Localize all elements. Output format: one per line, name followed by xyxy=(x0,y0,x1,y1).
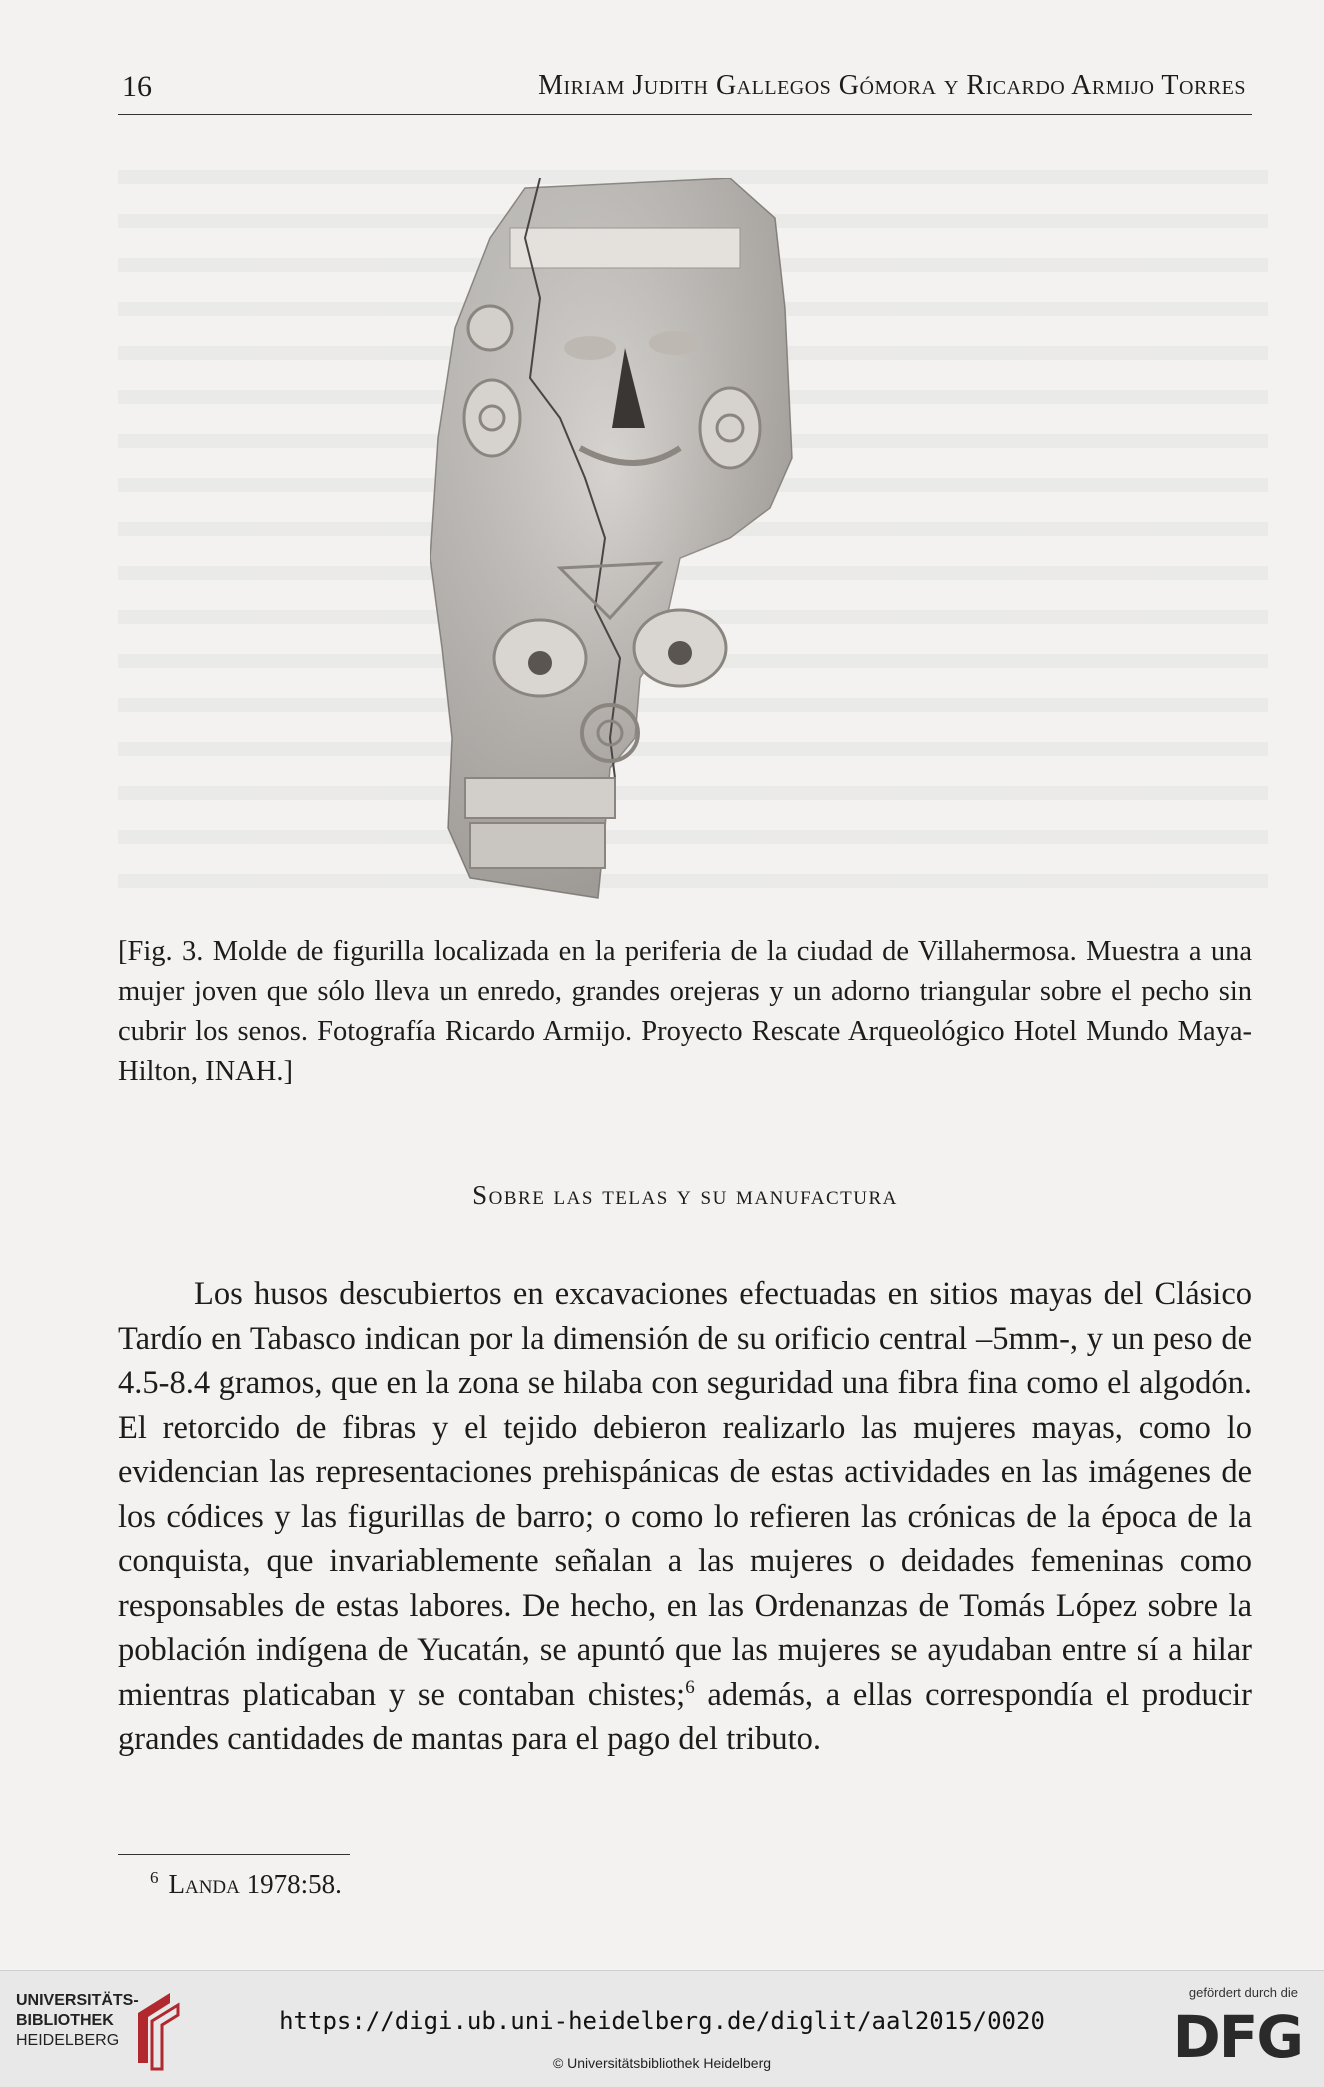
running-head-authors: Miriam Judith Gallegos Gómora y Ricardo Armijo Torres xyxy=(538,70,1246,101)
footnote-author: Landa xyxy=(168,1869,240,1899)
running-head xyxy=(118,70,1252,115)
figure-caption: [Fig. 3. Molde de figurilla localizada en la periferia de la ciudad de Villahermosa. Muestra a una mujer joven que sólo lleva un enredo, grandes orejeras y un adorno triangular sobre el pecho sin cubrir los senos. Fotografía Ricardo Armijo. Proyecto Rescate Arqueológico Hotel Mundo Maya-Hilton, INAH.] xyxy=(118,936,1252,1087)
library-name-line3: HEIDELBERG xyxy=(16,2032,120,2049)
section-heading: Sobre las telas y su manufactura xyxy=(472,1180,898,1210)
footnote-reference-6[interactable]: 6 xyxy=(685,1676,695,1698)
funding-note: gefördert durch die xyxy=(1188,1985,1298,2000)
body-text-part-1: Los husos descubiertos en excavaciones efectuadas en sitios mayas del Clásico Tardío en Tabasco indican por la dimensión de su orificio central –5mm-, y un peso de 4.5-8.4 gramos, que en la zona se hilaba con seguridad una fibra fina como el algodón. El retorcido de fibras y el tejido debieron realizarlo las mujeres mayas, como lo evidencian las representaciones prehispánicas de estas actividades en las imágenes de los códices y las figurillas de barro; o como lo refieren las crónicas de la época de la conquista, que invariablemente señalan a las mujeres o deidades femeninas como responsables de estas labores. De hecho, en las Ordenanzas de Tomás López sobre la población indígena de Yucatán, se apuntó que las mujeres se ayudaban entre sí a hilar mientras platicaban y se contaban chistes; xyxy=(118,1276,1252,1713)
copyright-notice: © Universitätsbibliothek Heidelberg xyxy=(552,2055,772,2071)
page-number: 16 xyxy=(122,70,152,103)
footnote-citation: 1978:58. xyxy=(239,1869,342,1899)
figurine-mold-photo xyxy=(430,178,940,918)
footnote-separator xyxy=(118,1854,350,1855)
library-footer xyxy=(0,1970,1324,2087)
figurine-mold-image xyxy=(430,178,940,918)
body-paragraph xyxy=(118,1272,1252,1762)
footnote-number: 6 xyxy=(150,1868,159,1887)
library-name-line2: BIBLIOTHEK xyxy=(16,2012,114,2029)
permalink-url[interactable]: https://digi.ub.uni-heidelberg.de/diglit/aal2015/0020 xyxy=(279,2007,1045,2035)
footnote-6 xyxy=(150,1868,342,1900)
body-text-part-2: además, a ellas correspondía el producir grandes cantidades de mantas para el pago del tributo. xyxy=(118,1676,1252,1757)
dfg-logo: DFG xyxy=(1172,2003,1302,2071)
library-name-line1: UNIVERSITÄTS- xyxy=(16,1992,139,2009)
